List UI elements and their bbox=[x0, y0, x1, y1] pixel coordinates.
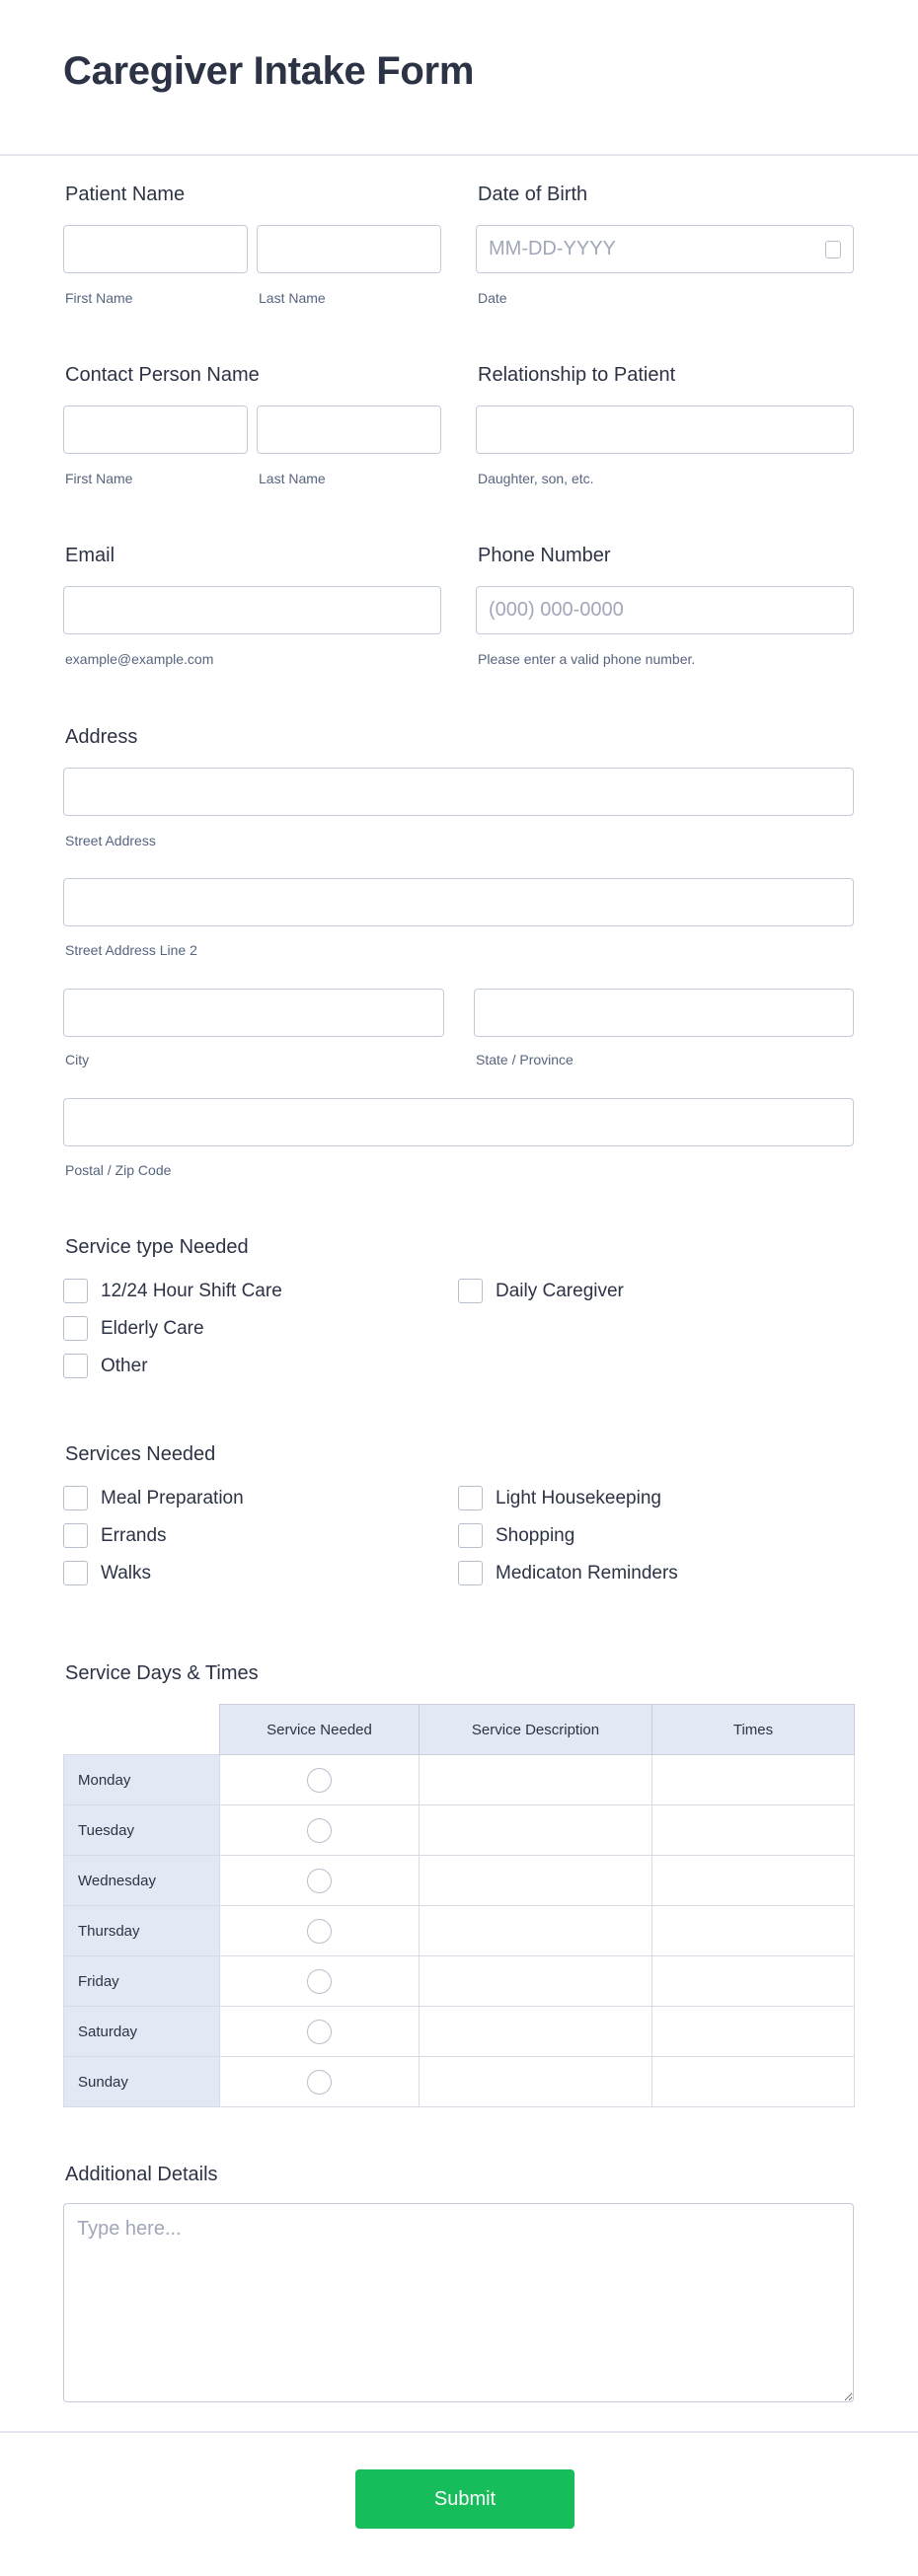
dob-input[interactable] bbox=[476, 225, 854, 273]
patient-name-label: Patient Name bbox=[65, 184, 186, 205]
dob-sublabel: Date bbox=[478, 290, 507, 306]
checkbox-box[interactable] bbox=[63, 1561, 88, 1585]
email-input[interactable] bbox=[63, 586, 441, 634]
service-needed-radio[interactable] bbox=[307, 1818, 332, 1843]
address-label: Address bbox=[65, 726, 138, 748]
state-input[interactable] bbox=[474, 989, 854, 1037]
last-name-sublabel: Last Name bbox=[259, 471, 326, 486]
patient-first-name-input[interactable] bbox=[63, 225, 248, 273]
zip-sublabel: Postal / Zip Code bbox=[65, 1162, 172, 1178]
table-row bbox=[64, 1856, 855, 1906]
checkbox-daily-caregiver[interactable] bbox=[458, 1279, 624, 1303]
checkbox-shopping[interactable] bbox=[458, 1523, 574, 1548]
service-needed-cell bbox=[220, 1956, 420, 2007]
times-cell[interactable] bbox=[652, 1956, 855, 2007]
service-needed-radio[interactable] bbox=[307, 1969, 332, 1994]
checkbox-errands[interactable] bbox=[63, 1523, 167, 1548]
option-label: Light Housekeeping bbox=[496, 1487, 661, 1509]
checkbox-box[interactable] bbox=[63, 1486, 88, 1510]
footer-divider bbox=[0, 2431, 918, 2433]
contact-first-name-input[interactable] bbox=[63, 405, 248, 454]
service-needed-cell bbox=[220, 1755, 420, 1805]
times-cell[interactable] bbox=[652, 1856, 855, 1906]
dob-label: Date of Birth bbox=[478, 184, 588, 205]
service-needed-cell bbox=[220, 1805, 420, 1856]
table-row bbox=[64, 2007, 855, 2057]
zip-input[interactable] bbox=[63, 1098, 854, 1146]
checkbox-box[interactable] bbox=[63, 1354, 88, 1378]
relationship-label: Relationship to Patient bbox=[478, 364, 676, 386]
service-needed-radio[interactable] bbox=[307, 1768, 332, 1793]
times-cell[interactable] bbox=[652, 1755, 855, 1805]
option-label: Errands bbox=[101, 1524, 167, 1546]
option-label: Medicaton Reminders bbox=[496, 1562, 678, 1583]
corner-cell bbox=[64, 1705, 220, 1755]
option-label: Walks bbox=[101, 1562, 152, 1583]
table-row bbox=[64, 1906, 855, 1956]
table-row bbox=[64, 2057, 855, 2107]
service-needed-cell bbox=[220, 1906, 420, 1956]
service-description-cell[interactable] bbox=[420, 1906, 652, 1956]
times-cell[interactable] bbox=[652, 1906, 855, 1956]
service-needed-radio[interactable] bbox=[307, 2070, 332, 2095]
service-needed-cell bbox=[220, 1856, 420, 1906]
service-needed-cell bbox=[220, 2007, 420, 2057]
service-needed-cell bbox=[220, 2057, 420, 2107]
email-label: Email bbox=[65, 545, 115, 566]
option-label: Elderly Care bbox=[101, 1317, 204, 1339]
checkbox-box[interactable] bbox=[458, 1523, 483, 1548]
service-needed-radio[interactable] bbox=[307, 1919, 332, 1944]
schedule-table bbox=[63, 1704, 855, 2107]
relationship-sublabel: Daughter, son, etc. bbox=[478, 471, 594, 486]
service-needed-radio[interactable] bbox=[307, 1869, 332, 1893]
email-sublabel: example@example.com bbox=[65, 651, 214, 667]
additional-details-label: Additional Details bbox=[65, 2164, 218, 2185]
header-divider bbox=[0, 154, 918, 156]
day-label: Friday bbox=[64, 1956, 220, 2007]
phone-label: Phone Number bbox=[478, 545, 611, 566]
service-type-label: Service type Needed bbox=[65, 1236, 249, 1258]
service-description-cell[interactable] bbox=[420, 1755, 652, 1805]
day-label: Sunday bbox=[64, 2057, 220, 2107]
contact-last-name-input[interactable] bbox=[257, 405, 441, 454]
option-label: 12/24 Hour Shift Care bbox=[101, 1280, 282, 1301]
day-label: Monday bbox=[64, 1755, 220, 1805]
times-cell[interactable] bbox=[652, 1805, 855, 1856]
city-sublabel: City bbox=[65, 1052, 90, 1067]
checkbox-box[interactable] bbox=[458, 1486, 483, 1510]
street-address-sublabel: Street Address bbox=[65, 833, 156, 848]
checkbox-box[interactable] bbox=[63, 1316, 88, 1341]
checkbox-box[interactable] bbox=[458, 1279, 483, 1303]
times-cell[interactable] bbox=[652, 2057, 855, 2107]
street-address-2-input[interactable] bbox=[63, 878, 854, 926]
times-cell[interactable] bbox=[652, 2007, 855, 2057]
services-needed-label: Services Needed bbox=[65, 1443, 216, 1465]
option-label: Shopping bbox=[496, 1524, 575, 1546]
day-label: Wednesday bbox=[64, 1856, 220, 1906]
table-row bbox=[64, 1755, 855, 1805]
first-name-sublabel: First Name bbox=[65, 471, 133, 486]
additional-details-textarea[interactable] bbox=[63, 2203, 854, 2402]
service-description-cell[interactable] bbox=[420, 2057, 652, 2107]
last-name-sublabel: Last Name bbox=[259, 290, 326, 306]
patient-last-name-input[interactable] bbox=[257, 225, 441, 273]
option-label: Daily Caregiver bbox=[496, 1280, 624, 1301]
calendar-icon[interactable] bbox=[825, 241, 841, 258]
checkbox-elderly-care[interactable] bbox=[63, 1316, 204, 1341]
state-sublabel: State / Province bbox=[476, 1052, 574, 1067]
column-header: Times bbox=[652, 1705, 855, 1755]
page-title: Caregiver Intake Form bbox=[63, 49, 475, 93]
first-name-sublabel: First Name bbox=[65, 290, 133, 306]
phone-input[interactable] bbox=[476, 586, 854, 634]
checkbox-box[interactable] bbox=[63, 1523, 88, 1548]
table-row bbox=[64, 1805, 855, 1856]
service-needed-radio[interactable] bbox=[307, 2020, 332, 2044]
checkbox-box[interactable] bbox=[63, 1279, 88, 1303]
option-label: Meal Preparation bbox=[101, 1487, 244, 1509]
checkbox-other[interactable] bbox=[63, 1354, 148, 1378]
schedule-label: Service Days & Times bbox=[65, 1662, 259, 1684]
service-description-cell[interactable] bbox=[420, 1956, 652, 2007]
checkbox-walks[interactable] bbox=[63, 1561, 151, 1585]
dob-placeholder: MM-DD-YYYY bbox=[489, 238, 616, 259]
checkbox-box[interactable] bbox=[458, 1561, 483, 1585]
contact-name-label: Contact Person Name bbox=[65, 364, 260, 386]
service-description-cell[interactable] bbox=[420, 1856, 652, 1906]
checkbox-meal-preparation[interactable] bbox=[63, 1486, 244, 1510]
option-label: Other bbox=[101, 1355, 148, 1376]
day-label: Saturday bbox=[64, 2007, 220, 2057]
table-row bbox=[64, 1956, 855, 2007]
day-label: Tuesday bbox=[64, 1805, 220, 1856]
submit-button[interactable]: Submit bbox=[355, 2469, 574, 2529]
column-header: Service Needed bbox=[220, 1705, 420, 1755]
phone-sublabel: Please enter a valid phone number. bbox=[478, 651, 696, 667]
street-address-input[interactable] bbox=[63, 768, 854, 816]
city-input[interactable] bbox=[63, 989, 444, 1037]
checkbox-light-housekeeping[interactable] bbox=[458, 1486, 661, 1510]
relationship-input[interactable] bbox=[476, 405, 854, 454]
column-header: Service Description bbox=[420, 1705, 652, 1755]
checkbox-medication-reminders[interactable] bbox=[458, 1561, 678, 1585]
street-address-2-sublabel: Street Address Line 2 bbox=[65, 942, 197, 958]
checkbox-shift-care[interactable] bbox=[63, 1279, 282, 1303]
service-description-cell[interactable] bbox=[420, 1805, 652, 1856]
day-label: Thursday bbox=[64, 1906, 220, 1956]
service-description-cell[interactable] bbox=[420, 2007, 652, 2057]
